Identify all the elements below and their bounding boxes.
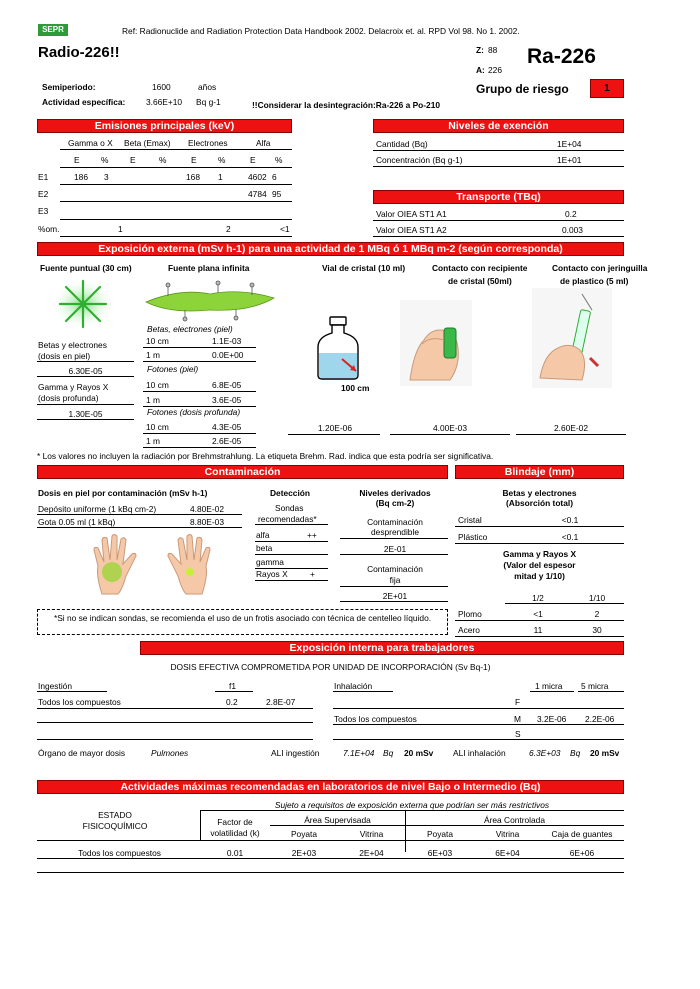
ali-inhalation-dose: 20 mSv	[590, 748, 620, 758]
col-contact-container-2: de cristal (50ml)	[448, 276, 512, 286]
semiperiod-label: Semiperiodo:	[42, 82, 96, 92]
shield-value: 30	[592, 625, 602, 635]
fixed-value: 2E+01	[382, 591, 408, 601]
emissions-header: Emisiones principales (keV)	[37, 119, 292, 133]
labs-sub-col: Vitrina	[495, 829, 520, 839]
labs-row-value: 6E+06	[569, 848, 595, 858]
emissions-subcol: %	[218, 155, 226, 165]
emissions-cell: 4784	[248, 189, 267, 199]
contamination-header: Contaminación	[37, 465, 448, 479]
shield-beta-title: Betas y electrones	[502, 488, 577, 498]
plane-dist: 10 cm	[146, 380, 169, 390]
page-title: Radio-226!!	[38, 44, 120, 61]
shield-value: <1	[533, 609, 543, 619]
labs-volatility-title: Factor de	[217, 817, 253, 827]
a-value: 226	[488, 65, 502, 75]
plane-value: 2.6E-05	[212, 436, 242, 446]
labs-row-k: 0.01	[226, 848, 244, 858]
shield-material: Cristal	[458, 515, 482, 525]
plane-value: 6.8E-05	[212, 380, 242, 390]
nuclide-symbol: Ra-226	[527, 45, 596, 68]
emissions-cell: 1	[218, 172, 223, 182]
internal-subtitle: DOSIS EFECTIVA COMPROMETIDA POR UNIDAD DE INCORPORACIÓN (Sv Bq-1)	[170, 662, 491, 672]
shield-value: 11	[533, 625, 543, 635]
probe-note: *Si no se indican sondas, se recomienda el uso de un frotis asociado con técnica de centelleo líquido.	[53, 613, 432, 623]
labs-volatility-title-2: volatilidad (k)	[210, 828, 260, 838]
emissions-subcol: %	[101, 155, 109, 165]
labs-state-title: ESTADO	[98, 810, 132, 820]
col-plane-source: Fuente plana infinita	[168, 263, 250, 273]
labs-row-label: Todos los compuestos	[78, 848, 161, 858]
emissions-group-electrons: Electrones	[188, 138, 228, 148]
probe-rating: +	[310, 569, 315, 579]
inhalation-m-1micra: 3.2E-06	[537, 714, 567, 724]
probe-type: alfa	[256, 530, 270, 540]
exemption-row-label: Concentración (Bq g-1)	[376, 155, 463, 165]
emissions-cell: 6	[272, 172, 277, 182]
col-point-source: Fuente puntual (30 cm)	[40, 263, 132, 273]
col-vial: Vial de cristal (10 ml)	[322, 263, 406, 273]
contact-value: 4.00E-03	[433, 423, 467, 433]
col-syringe: Contacto con jeringuilla	[552, 263, 648, 273]
plane-photon-title: Fotones (piel)	[147, 364, 199, 374]
sepr-logo: SEPR	[38, 24, 68, 36]
transport-row-value: 0.2	[565, 209, 577, 219]
derived-title-2: (Bq cm-2)	[375, 498, 415, 508]
ingestion-row-label: Todos los compuestos	[38, 697, 121, 707]
beta-electrons-value: 6.30E-05	[68, 366, 103, 376]
removable-label-2: desprendible	[371, 527, 419, 537]
exemption-row-value: 1E+01	[557, 155, 582, 165]
plane-beta-title: Betas, electrones (piel)	[147, 324, 233, 334]
hand-syringe-icon	[532, 288, 612, 388]
skin-row-label: Gota 0.05 ml (1 kBq)	[38, 517, 116, 527]
fixed-label-2: fija	[389, 575, 401, 585]
emissions-row-label: %om.	[38, 224, 60, 234]
removable-value: 2E-01	[383, 544, 407, 554]
probe-type: beta	[256, 543, 273, 553]
probes-label: Sondas	[275, 503, 304, 513]
activity-value: 3.66E+10	[146, 97, 183, 107]
syringe-value: 2.60E-02	[554, 423, 588, 433]
vial-distance: 100 cm	[341, 383, 370, 393]
labs-area-supervised: Área Supervisada	[304, 815, 371, 825]
shield-beta-title-2: (Absorción total)	[506, 498, 573, 508]
shield-col-half: 1/2	[532, 593, 544, 603]
skin-row-value: 8.80E-03	[190, 517, 224, 527]
shield-col-tenth: 1/10	[588, 593, 606, 603]
activity-label: Actividad específica:	[42, 97, 126, 107]
skin-dose-title: Dosis en piel por contaminación (mSv h-1)	[38, 488, 208, 498]
gamma-x-sublabel: (dosis profunda)	[38, 393, 99, 403]
shielding-header: Blindaje (mm)	[455, 465, 624, 479]
risk-group-label: Grupo de riesgo	[476, 82, 569, 96]
beta-electrons-label: Betas y electrones	[38, 340, 107, 350]
emissions-row-label: E3	[38, 206, 49, 216]
gamma-x-value: 1.30E-05	[68, 409, 103, 419]
shield-gamma-title-3: mitad y 1/10)	[514, 571, 565, 581]
ali-ingestion-dose: 20 mSv	[404, 748, 434, 758]
emissions-row-label: E2	[38, 189, 49, 199]
internal-exposure-header: Exposición interna para trabajadores	[140, 641, 624, 655]
ali-ingestion-unit: Bq	[383, 748, 394, 758]
decay-note: !!Considerar la desintegración:Ra-226 a Po-210	[252, 100, 441, 110]
a-label: A:	[476, 65, 485, 75]
detection-title: Detección	[270, 488, 311, 498]
plane-dist: 1 m	[146, 436, 160, 446]
z-value: 88	[488, 45, 498, 55]
inhalation-class-s: S	[515, 729, 521, 739]
external-exposure-header: Exposición externa (mSv h-1) para una actividad de 1 MBq ó 1 MBq m-2 (según corresponda)	[37, 242, 624, 256]
emissions-subcol: E	[74, 155, 80, 165]
emissions-subcol: %	[159, 155, 167, 165]
labs-sub-col: Poyata	[426, 829, 454, 839]
plane-value: 3.6E-05	[212, 395, 242, 405]
activity-unit: Bq g-1	[196, 97, 221, 107]
shield-value: 2	[594, 609, 600, 619]
transport-row-label: Valor OIEA ST1 A1	[376, 209, 447, 219]
point-source-icon	[48, 276, 118, 332]
plane-dist: 10 cm	[146, 336, 169, 346]
inhalation-m-5micra: 2.2E-06	[585, 714, 615, 724]
probe-type: gamma	[256, 557, 284, 567]
transport-row-value: 0.003	[562, 225, 583, 235]
risk-group-badge: 1	[590, 79, 624, 98]
probe-type: Rayos X	[256, 569, 288, 579]
inhalation-class-f: F	[515, 697, 521, 707]
labs-area-controlled: Área Controlada	[484, 815, 545, 825]
semiperiod-value: 1600	[152, 82, 171, 92]
z-label: Z:	[476, 45, 484, 55]
ali-ingestion-value: 7.1E+04	[343, 748, 375, 758]
emissions-cell: 2	[226, 224, 231, 234]
inhalation-label: Inhalación	[334, 681, 373, 691]
emissions-cell: 168	[186, 172, 200, 182]
shield-gamma-title: Gamma y Rayos X	[502, 549, 577, 559]
ingestion-f1: 0.2	[226, 697, 238, 707]
plane-value: 0.0E+00	[212, 350, 244, 360]
ali-inhalation-label: ALI inhalación	[453, 748, 506, 758]
gamma-x-label: Gamma y Rayos X	[38, 382, 109, 392]
inhalation-row-label: Todos los compuestos	[334, 714, 417, 724]
emissions-cell: 186	[74, 172, 88, 182]
shield-value: <0.1	[561, 515, 579, 525]
emissions-cell: <1	[280, 224, 290, 234]
ingestion-label: Ingestión	[38, 681, 72, 691]
shield-material: Acero	[458, 625, 480, 635]
exemption-header: Niveles de exención	[373, 119, 624, 133]
ali-inhalation-value: 6.3E+03	[529, 748, 561, 758]
inhalation-1-micra: 1 micra	[535, 681, 563, 691]
shield-material: Plástico	[458, 532, 488, 542]
organ-label: Órgano de mayor dosis	[38, 748, 126, 758]
hand-uniform-icon	[88, 532, 144, 598]
transport-row-label: Valor OIEA ST1 A2	[376, 225, 447, 235]
plane-dist: 1 m	[146, 395, 160, 405]
labs-sub-col: Poyata	[290, 829, 318, 839]
ali-inhalation-unit: Bq	[570, 748, 581, 758]
emissions-row-label: E1	[38, 172, 49, 182]
f1-label: f1	[229, 681, 236, 691]
emissions-group-alpha: Alfa	[256, 138, 271, 148]
emissions-subcol: E	[130, 155, 136, 165]
inhalation-class-m: M	[514, 714, 521, 724]
external-footnote: * Los valores no incluyen la radiación por Brehmstrahlung. La etiqueta Brehm. Rad. indica que esta podría ser significativa.	[37, 451, 494, 461]
emissions-subcol: E	[191, 155, 197, 165]
plane-value: 1.1E-03	[212, 336, 242, 346]
fixed-label: Contaminación	[367, 564, 423, 574]
inhalation-5-micra: 5 micra	[581, 681, 609, 691]
probes-label-2: recomendadas*	[258, 514, 317, 524]
exemption-row-label: Cantidad (Bq)	[376, 139, 428, 149]
beta-electrons-sublabel: (dosis en piel)	[38, 351, 91, 361]
labs-header: Actividades máximas recomendadas en laboratorios de nivel Bajo o Intermedio (Bq)	[37, 780, 624, 794]
labs-subject-note: Sujeto a requisitos de exposición externa que podrían ser más restrictivos	[274, 800, 550, 810]
emissions-cell: 95	[272, 189, 282, 199]
exemption-row-value: 1E+04	[557, 139, 582, 149]
ingestion-value: 2.8E-07	[266, 697, 296, 707]
col-contact-container: Contacto con recipiente	[432, 263, 528, 273]
skin-row-value: 4.80E-02	[190, 504, 224, 514]
hand-drop-icon	[160, 532, 216, 598]
col-syringe-2: de plastico (5 ml)	[560, 276, 629, 286]
shield-material: Plomo	[458, 609, 482, 619]
labs-row-value: 2E+03	[291, 848, 317, 858]
labs-row-value: 6E+03	[427, 848, 453, 858]
emissions-cell: 1	[118, 224, 123, 234]
plane-source-icon	[140, 280, 280, 322]
ali-ingestion-label: ALI ingestión	[271, 748, 320, 758]
organ-value: Pulmones	[151, 748, 189, 758]
emissions-cell: 3	[104, 172, 109, 182]
vial-icon	[312, 315, 368, 381]
plane-value: 4.3E-05	[212, 422, 242, 432]
plane-dist: 1 m	[146, 350, 160, 360]
skin-row-label: Depósito uniforme (1 kBq cm-2)	[38, 504, 157, 514]
emissions-group-gamma: Gamma o X	[68, 138, 113, 148]
removable-label: Contaminación	[367, 517, 423, 527]
emissions-group-beta: Beta (Emax)	[124, 138, 171, 148]
emissions-cell: 4602	[248, 172, 267, 182]
labs-row-value: 6E+04	[495, 848, 520, 858]
transport-header: Transporte (TBq)	[373, 190, 624, 204]
labs-sub-col: Caja de guantes	[551, 829, 613, 839]
plane-dist: 10 cm	[146, 422, 169, 432]
semiperiod-unit: años	[198, 82, 217, 92]
hand-container-icon	[400, 300, 472, 386]
labs-state-title-2: FISICOQUÍMICO	[82, 821, 148, 831]
shield-value: <0.1	[561, 532, 579, 542]
plane-deep-title: Fotones (dosis profunda)	[147, 407, 241, 417]
labs-sub-col: Vitrina	[359, 829, 384, 839]
shield-gamma-title-2: (Valor del espesor	[503, 560, 576, 570]
emissions-subcol: %	[275, 155, 283, 165]
vial-value: 1.20E-06	[318, 423, 352, 433]
derived-title: Niveles derivados	[359, 488, 431, 498]
reference-text: Ref: Radionuclide and Radiation Protection Data Handbook 2002. Delacroix et. al. RPD Vol 98. No 1. 2002.	[122, 26, 520, 36]
probe-rating: ++	[307, 530, 317, 540]
labs-row-value: 2E+04	[359, 848, 384, 858]
emissions-subcol: E	[250, 155, 256, 165]
